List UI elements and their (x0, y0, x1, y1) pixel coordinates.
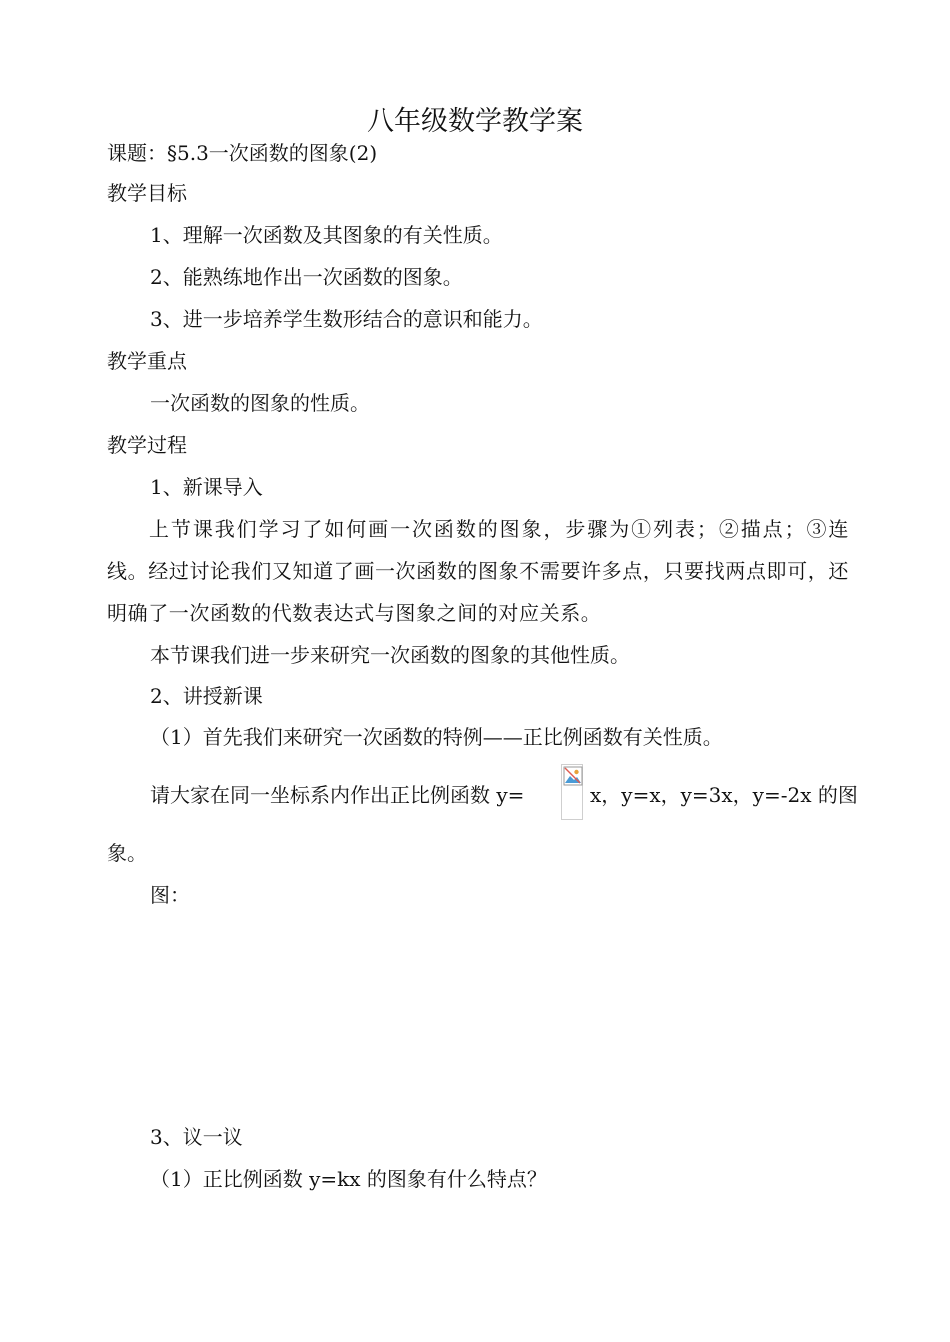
figure-label: 图： (150, 883, 190, 907)
focus-heading: 教学重点 (107, 349, 187, 373)
lesson-line (107, 138, 377, 168)
objective-item: 3、进一步培养学生数形结合的意识和能力。 (150, 307, 543, 331)
step1-heading: 1、新课导入 (150, 475, 263, 499)
step2-item-1: （1）首先我们来研究一次函数的特例——正比例函数有关性质。 (150, 725, 723, 749)
objectives-heading: 教学目标 (107, 181, 187, 205)
step1-paragraph-2: 本节课我们进一步来研究一次函数的图象的其他性质。 (150, 643, 630, 667)
lesson-label: 课题： (107, 141, 167, 165)
lesson-topic: §5.3一次函数的图象(2) (167, 141, 378, 165)
broken-image-icon (563, 766, 583, 786)
step1-paragraph: 上节课我们学习了如何画一次函数的图象，步骤为①列表；②描点；③连线。经过讨论我们又知道了画一次函数的图象不需要许多点，只要找两点即可，还明确了一次函数的代数表达式与图象之间的对应关系。 (107, 517, 849, 625)
step2-task-wrap: 象。 (107, 841, 147, 865)
formula-image-placeholder (561, 764, 583, 820)
step2-task-before: 请大家在同一坐标系内作出正比例函数 y= (150, 783, 525, 807)
step2-task-after: x，y=x，y=3x，y=-2x 的图 (590, 783, 858, 807)
step2-task-line (107, 764, 858, 824)
process-heading: 教学过程 (107, 433, 187, 457)
step2-heading: 2、讲授新课 (150, 684, 263, 708)
objective-item: 1、理解一次函数及其图象的有关性质。 (150, 223, 503, 247)
objective-item: 2、能熟练地作出一次函数的图象。 (150, 265, 463, 289)
step3-heading: 3、议一议 (150, 1125, 243, 1149)
focus-text: 一次函数的图象的性质。 (150, 391, 370, 415)
page-title: 八年级数学教学案 (367, 106, 583, 137)
step3-question-1: （1）正比例函数 y=kx 的图象有什么特点？ (150, 1167, 547, 1191)
